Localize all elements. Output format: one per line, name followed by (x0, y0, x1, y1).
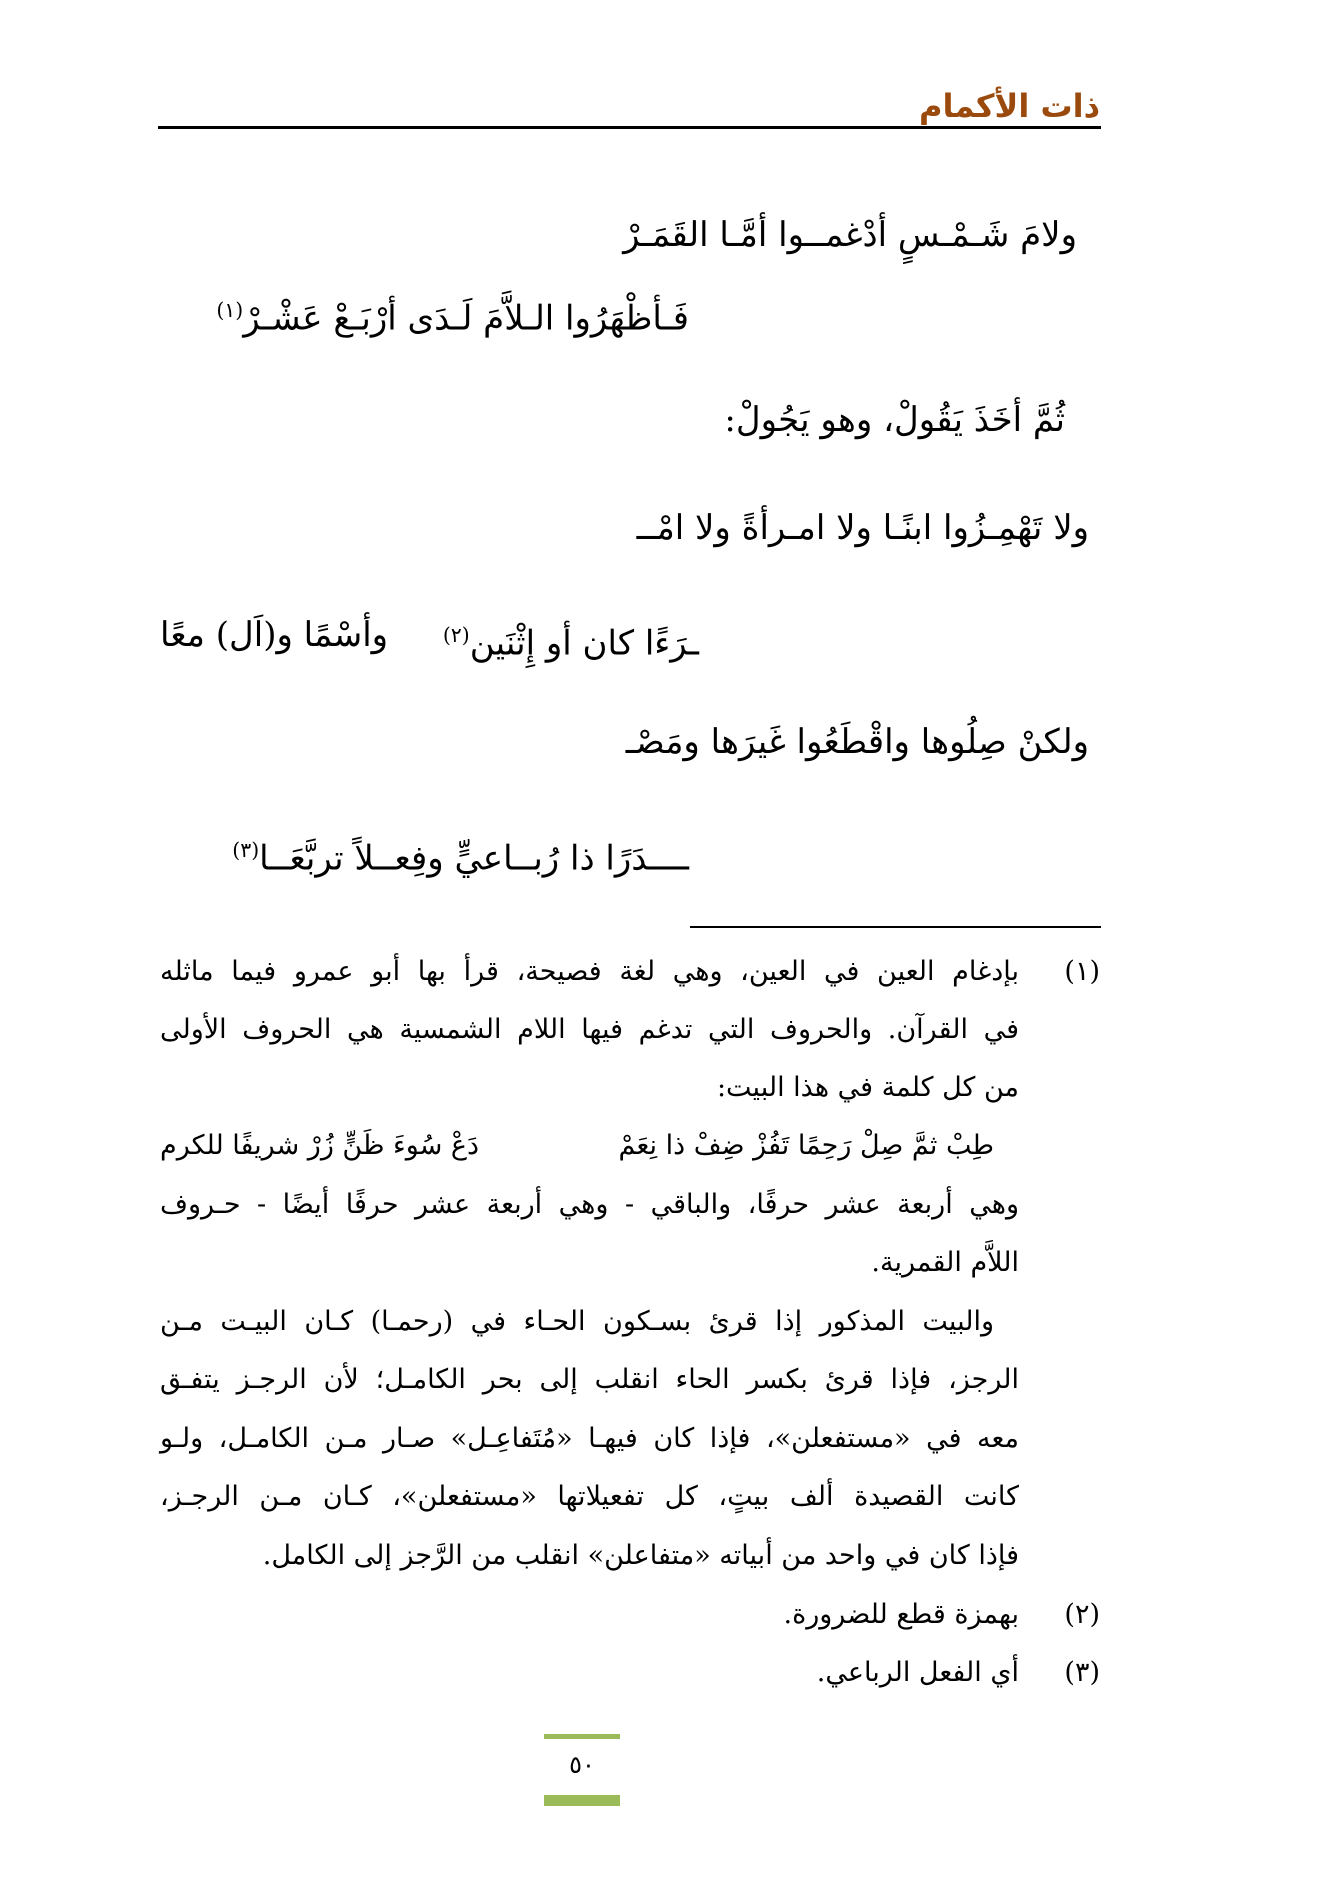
footnote-line: والبيت المذكور إذا قرئ بسـكون الحـاء في (رحمـا) كـان البيـت مـن (160, 1306, 994, 1337)
verse-text: ـرَءًا كان أو إِثْنَين (469, 623, 699, 664)
verse-text: ولا تَهْمِـزُوا ابنًـا ولا امـرأةً ولا امْــ (636, 508, 1089, 548)
verse-text: ولامَ شَـمْـسٍ أدْغمــوا أمَّـا القَمَـرْ (623, 215, 1077, 255)
verse-line (216, 280, 689, 348)
footnote-line: في القرآن. والحروف التي تدغم فيها اللام الشمسية هي الحروف الأولى (160, 1014, 1019, 1045)
poem-hemistich: طِبْ ثمَّ صِلْ رَحِمًا تَفُزْ ضِفْ ذا نِعَمْ (618, 1130, 994, 1161)
footnote-line: كانت القصيدة ألف بيتٍ، كل تفعيلاتها «مستفعلن»، كـان مـن الرجـز، (160, 1481, 1019, 1512)
footnote-line: معه في «مستفعلن»، فإذا كان فيهـا «مُتَفاعِـل» صـار مـن الكامـل، ولـو (160, 1423, 1019, 1454)
verse-line (623, 205, 1077, 265)
poem-hemistich: دَعْ سُوءَ ظَنٍّ زُرْ شريفًا للكرم (160, 1130, 480, 1161)
footnote-line: الرجز، فإذا قرئ بكسر الحاء انقلب إلى بحر الكامـل؛ لأن الرجـز يتفـق (160, 1364, 1019, 1395)
footnote-ref[interactable]: (٢) (442, 623, 470, 647)
footnote-separator (690, 926, 1101, 928)
verse-line (637, 498, 1089, 558)
verse-line (232, 820, 689, 888)
footnote-line: وهي أربعة عشر حرفًا، والباقي - وهي أربعة عشر حرفًا أيضًا - حـروف (160, 1189, 1019, 1220)
footnote-line: بهمزة قطع للضرورة. (783, 1599, 1019, 1630)
footnote-ref[interactable]: (٣) (232, 838, 260, 862)
verse-text: ثُمَّ أخَذَ يَقُولْ، وهو يَجُولْ: (724, 400, 1065, 440)
page-number-bottom-bar (544, 1795, 620, 1806)
footnote-ref[interactable]: (١) (216, 298, 244, 322)
footnote-line: اللاَّم القمرية. (871, 1247, 1019, 1278)
header-rule (158, 126, 1101, 129)
verse-text: ولكنْ صِلُوها واقْطَعُوا غَيرَها ومَصْـ (625, 722, 1089, 762)
verse-line (724, 390, 1065, 450)
footnote-line: بإدغام العين في العين، وهي لغة فصيحة، قرأ بها أبو عمرو فيما ماثله (160, 956, 1019, 987)
page-number: ٥٠ (569, 1751, 595, 1779)
footnote-number: (١) (1064, 956, 1100, 987)
footnote-line: من كل كلمة في هذا البيت: (716, 1072, 1019, 1103)
running-header-title: ذات الأكمام (918, 87, 1100, 125)
verse-text: فَـأظْهَرُوا الـلاَّمَ لَـدَى أرْبَـعْ عَشْـرْ (243, 298, 689, 339)
verse-line (626, 712, 1089, 772)
verse-line (160, 605, 699, 673)
page-number-top-bar (544, 1734, 620, 1739)
verse-text: ــــدَرًا ذا رُبــاعيٍّ وفِعــلاً تربَّعَــا (259, 838, 689, 879)
footnote-line: أي الفعل الرباعي. (816, 1657, 1019, 1688)
footnote-number: (٢) (1064, 1599, 1100, 1630)
footnote-line: فإذا كان في واحد من أبياته «متفاعلن» انقلب من الرَّجز إلى الكامل. (262, 1540, 1019, 1571)
footnote-number: (٣) (1064, 1657, 1100, 1688)
verse-text: وأسْمًا و(اَل) معًا (160, 615, 389, 655)
